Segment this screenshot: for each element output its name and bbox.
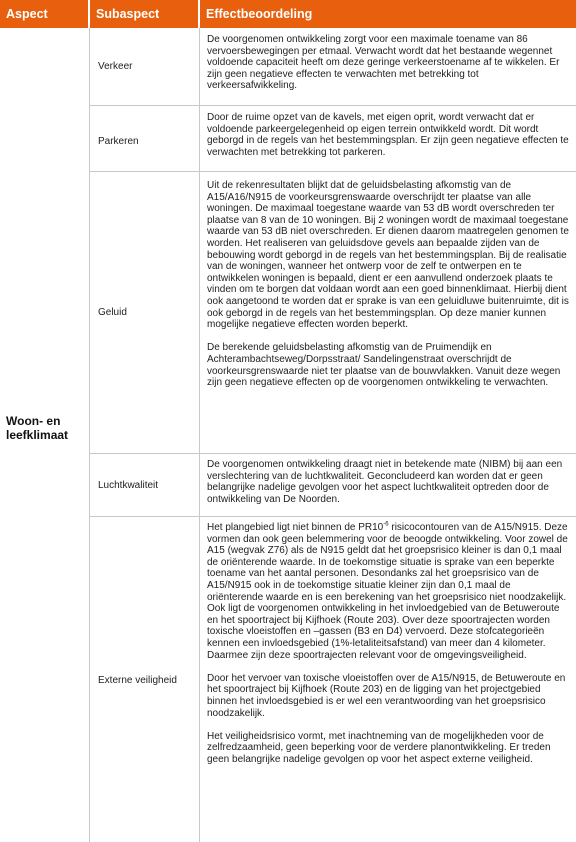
effect-text — [207, 112, 569, 158]
effect-paragraph: Het veiligheidsrisico vormt, met inachtneming van de mogelijkheden voor de zelfredzaamheid, geen beperking voor de verdere planontwikkeling. Er treden geen belangrijke nadelige gevolgen op voor het aspect externe veiligheid. — [207, 730, 551, 765]
effect-paragraph: De voorgenomen ontwikkeling zorgt voor een maximale toename van 86 vervoersbewegingen per etmaal. Verwacht wordt dat het bestaande wegennet voldoende capaciteit heeft om deze geringe verkeerstoename af te wikkelen. Er zijn geen negatieve effecten te verwachten met betrekking tot verkeersafwikkeling. — [207, 34, 560, 92]
effect-paragraph: Het plangebied ligt niet binnen de $PR10^{-6}$ risicocontouren van de A15/N915. Deze vormen dan ook geen belemmering voor de beoogde ontwikkeling. Voor zowel de A15 (wegvak Z76) als de N915 geldt dat het groepsrisico kleiner is dan 0,1 maal de oriënterende waarde. In de toekomstige situatie is sprake van een beperkte toename van het aantal personen. Desondanks zal het groepsrisico van de A15/N915 ook in de toekomstige situatie kleiner zijn dan 0,1 maal de oriënterende waarde en is een berekening van het groepsrisico niet noodzakelijk. Ook ligt de voorgenomen ontwikkeling in het invloedgebied van de Betuweroute en het spoortraject bij Kijfhoek (Route 203). Over deze spoortrajecten worden toxische vloeistoffen en –gassen (B3 en D4) vervoerd. Deze stofcategorieën kennen een invloedsgebied (1%-letaliteitsafstand) van meer dan 4 kilometer. Daarmee zijn deze spoortrajecten relevant voor de omgevingsveiligheid. — [207, 521, 568, 661]
effect-paragraph: Door de ruime opzet van de kavels, met eigen oprit, wordt verwacht dat er voldoende parkeergelegenheid op eigen terrein ontwikkeld wordt. Dit wordt geborgd in de regels van het bestemmingsplan. Er zijn geen negatieve effecten te verwachten met betrekking tot parkeren. — [207, 112, 569, 158]
aspect-label: Woon- en leefklimaat — [6, 414, 69, 442]
subaspect-label: Parkeren — [98, 136, 139, 147]
effect-paragraph: De berekende geluidsbelasting afkomstig van de Pruimendijk en Achterambachtseweg/Dorpsstraat/ Sandelingenstraat overschrijdt de voorkeursgrenswaarde niet ter plaatse van de bouwvlakken. Vanuit deze wegen zijn geen negatieve effecten op de voorgenomen ontwikkeling te verwachten. — [207, 342, 561, 389]
exponent-superscript: -6 — [383, 521, 389, 528]
effect-paragraph: Door het vervoer van toxische vloeistoffen over de A15/N915, de Betuweroute en het spoortraject bij Kijfhoek (Route 203) en de ligging van het projectgebied binnen het invloedsgebied is er wel een verantwoording van het groepsrisico noodzakelijk. — [207, 672, 566, 719]
header-aspect: Aspect — [0, 0, 88, 28]
header-effectbeoordeling: Effectbeoordeling — [200, 0, 576, 28]
effect-text — [207, 522, 569, 765]
effect-text — [207, 34, 569, 92]
subaspect-label: Externe veiligheid — [98, 675, 177, 686]
effect-paragraph: Uit de rekenresultaten blijkt dat de geluidsbelasting afkomstig van de A15/A16/N915 de voorkeursgrenswaarde overschrijdt ter plaatse van alle woningen. De maximaal toegestane waarde van 53 dB wordt overschreden ter plaatse van 8 van de 10 woningen. Bij 2 woningen wordt de maximaal toegestane waarde van 53 dB niet overschreden. Er dienen daarom maatregelen genomen te worden. Het realiseren van geluidsdove gevels aan bepaalde zijden van de bebouwing wordt geborgd in de regels van het bestemmingsplan. Bij de realisatie van de woningen, wanneer het ontwerp voor de zelf te ontwerpen en te ontwikkelen woningen is bepaald, dient er een aanvullend onderzoek plaats te vinden om te borgen dat voldaan wordt aan een goed binnenklimaat. Hierbij dient ook aangetoond te worden dat er sprake is van een geluidluwe buitenruimte, dit is ook geborgd in de regels van het bestemmingsplan. Op deze manier kunnen mogelijke negatieve effecten worden beperkt. — [207, 180, 569, 331]
table-row-verkeer — [90, 28, 576, 104]
table-row-externe-veiligheid — [90, 517, 576, 842]
effect-text — [207, 180, 569, 389]
header-subaspect: Subaspect — [90, 0, 198, 28]
effect-paragraph: De voorgenomen ontwikkeling draagt niet in betekende mate (NIBM) bij aan een verslechtering van de luchtkwaliteit. Geconcludeerd kan worden dat er geen belangrijke nadelige gevolgen voor het aspect luchtkwaliteit optreden door de ontwikkeling van De Noorden. — [207, 459, 563, 505]
effect-text — [207, 459, 569, 505]
subaspect-label: Verkeer — [98, 61, 133, 72]
table-row-luchtkwaliteit — [90, 454, 576, 516]
table-row-geluid — [90, 172, 576, 453]
table-header — [0, 0, 576, 28]
subaspect-label: Geluid — [98, 307, 127, 318]
subaspect-label: Luchtkwaliteit — [98, 480, 159, 491]
table-row-parkeren — [90, 106, 576, 170]
